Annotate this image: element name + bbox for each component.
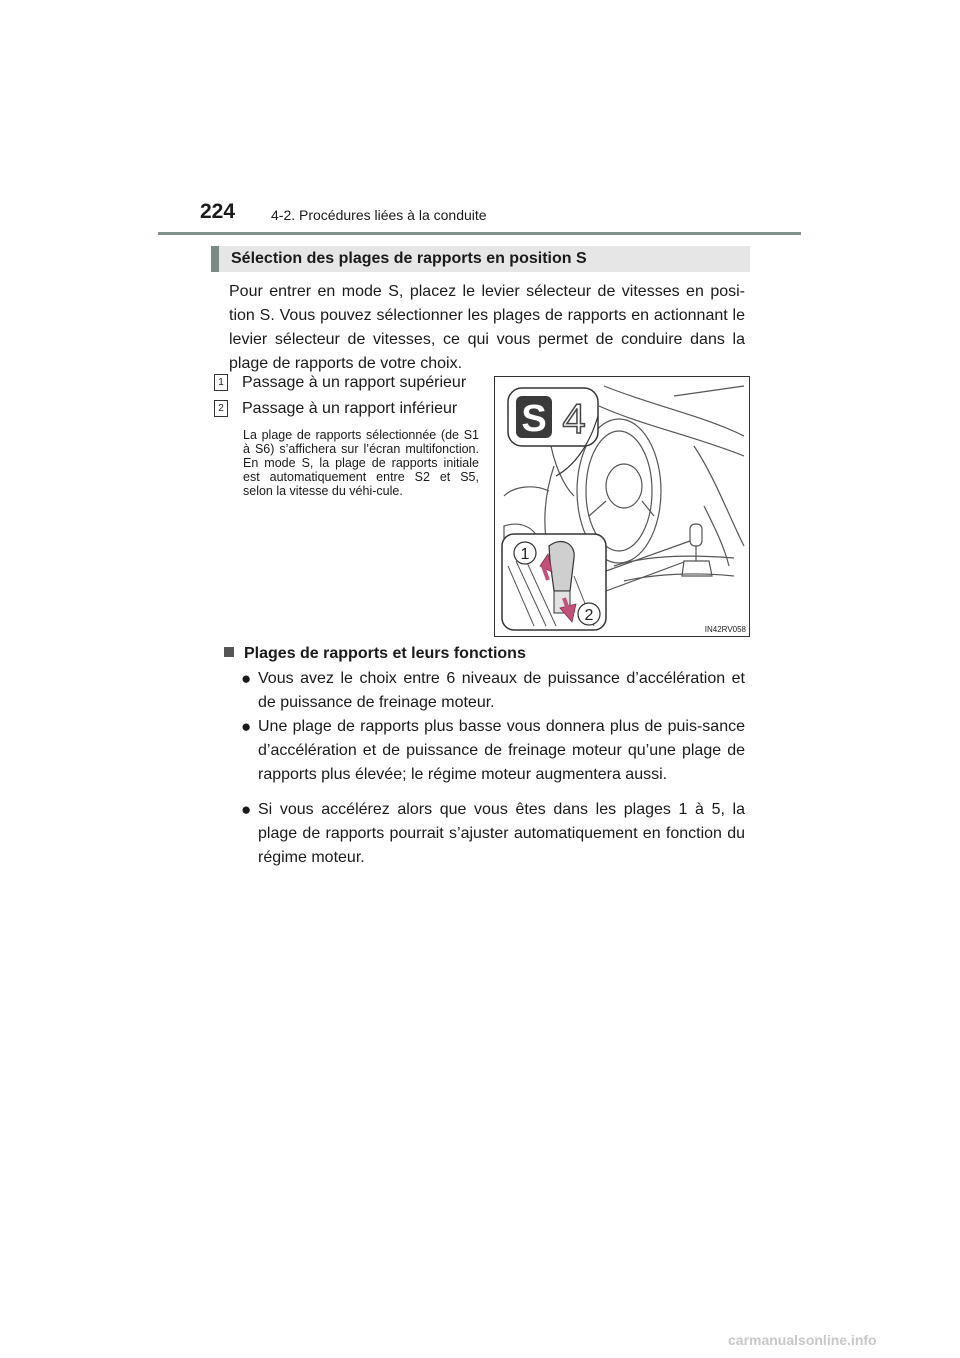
- step-2-badge: 2: [214, 400, 228, 417]
- subsection-title: Plages de rapports et leurs fonctions: [244, 645, 526, 662]
- step-2: [214, 398, 458, 420]
- callout-2: 2: [584, 607, 594, 624]
- bullet-dot-icon: ●: [241, 800, 252, 819]
- subsection-heading: [224, 643, 526, 665]
- list-item-text: Une plage de rapports plus basse vous donnera plus de puis-sance d’accélération et de puissance de freinage moteur qu’une plage de rapports plus élevée; le régime moteur augmentera aussi.: [258, 718, 745, 783]
- display-number: 4: [562, 395, 586, 442]
- step-1-badge: 1: [214, 374, 228, 391]
- header-rule: [158, 232, 801, 235]
- bullet-dot-icon: ●: [241, 669, 252, 688]
- note-paragraph: La plage de rapports sélectionnée (de S1 à S6) s’affichera sur l’écran multifonction. En mode S, la plage de rapports initiale est automatiquement entre S2 et S5, selon la vitesse du véhi-cule.: [243, 428, 479, 498]
- page-number: 224: [200, 200, 236, 223]
- watermark: carmanualsonline.info: [728, 1332, 877, 1348]
- step-1: [214, 372, 467, 394]
- breadcrumb: 4-2. Procédures liées à la conduite: [271, 207, 487, 223]
- step-1-text: Passage à un rapport supérieur: [242, 374, 467, 391]
- display-letter: S: [521, 398, 547, 440]
- list-item: [241, 667, 745, 715]
- gear-shifter-illustration: [494, 376, 750, 637]
- intro-paragraph: Pour entrer en mode S, placez le levier sélecteur de vitesses en posi-tion S. Vous pouvez sélectionner les plages de rapports en actionnant le levier sélecteur de vitesses, ce qui vous permet de conduire dans la plage de rapports de votre choix.: [229, 283, 745, 372]
- step-2-text: Passage à un rapport inférieur: [242, 400, 458, 417]
- callout-1: 1: [520, 546, 530, 563]
- list-item-text: Si vous accélérez alors que vous êtes dans les plages 1 à 5, la plage de rapports pourrait s’ajuster automatiquement en fonction du régime moteur.: [258, 801, 745, 866]
- section-title: Sélection des plages de rapports en position S: [211, 246, 750, 272]
- list-item-text: Vous avez le choix entre 6 niveaux de puissance d’accélération et de puissance de freinage moteur.: [258, 670, 745, 711]
- bullet-dot-icon: ●: [241, 717, 252, 736]
- square-bullet-icon: [224, 647, 234, 657]
- list-item: [241, 715, 745, 787]
- figure-code: IN42RV058: [704, 625, 746, 634]
- list-item: [241, 798, 745, 870]
